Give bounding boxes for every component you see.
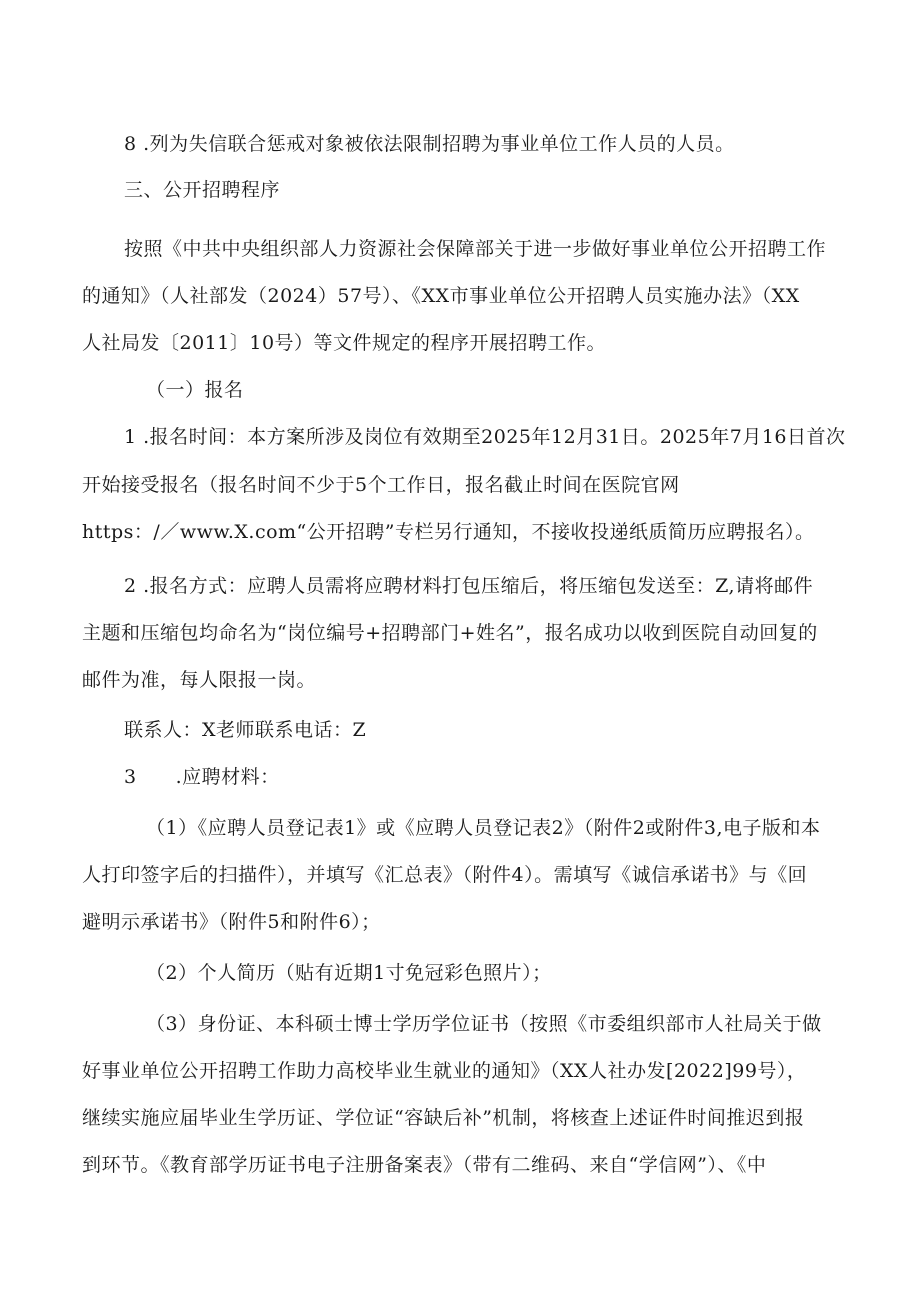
text-line-material-2: （2）个人简历（贴有近期1寸免冠彩色照片）；: [146, 962, 552, 984]
text-line-procedure-2: 的通知》（人社部发（2024）57号）、《XX市事业单位公开招聘人员实施办法》（XX: [82, 285, 800, 307]
text-line-material-1a: （1）《应聘人员登记表1》或《应聘人员登记表2》（附件2或附件3,电子版和本: [146, 817, 821, 839]
text-line-procedure-1: 按照《中共中央组织部人力资源社会保障部关于进一步做好事业单位公开招聘工作: [124, 238, 827, 260]
text-line-reg-method-3: 邮件为准，每人限报一岗。: [82, 669, 317, 691]
text-line-procedure-3: 人社局发〔2011〕10号）等文件规定的程序开展招聘工作。: [82, 332, 607, 354]
text-line-material-3a: （3）身份证、本科硕士博士学历学位证书（按照《市委组织部市人社局关于做: [146, 1013, 822, 1035]
subsection-heading-registration: （一）报名: [146, 379, 244, 401]
text-line-reg-time-1: 1 .报名时间：本方案所涉及岗位有效期至2025年12月31日。2025年7月16日首次: [124, 426, 846, 448]
text-line-material-1b: 人打印签字后的扫描件），并填写《汇总表》（附件4）。需填写《诚信承诺书》与《回: [82, 864, 808, 886]
text-line-material-3d: 到环节。《教育部学历证书电子注册备案表》（带有二维码、来自“学信网”）、《中: [82, 1154, 767, 1176]
text-line-material-3b: 好事业单位公开招聘工作助力高校毕业生就业的通知》（XX人社办发[2022]99号），: [82, 1060, 807, 1082]
text-line-reg-method-2: 主题和压缩包均命名为“岗位编号+招聘部门+姓名”，报名成功以收到医院自动回复的: [82, 622, 818, 644]
text-line-material-3c: 继续实施应届毕业生学历证、学位证“容缺后补”机制，将核查上述证件时间推迟到报: [82, 1107, 805, 1129]
text-line-contact: 联系人：X老师联系电话：Z: [124, 719, 367, 741]
text-line-item8: 8 .列为失信联合惩戒对象被依法限制招聘为事业单位工作人员的人员。: [124, 133, 735, 155]
text-line-reg-time-2: 开始接受报名（报名时间不少于5个工作日，报名截止时间在医院官网: [82, 474, 680, 496]
section-heading-recruitment-procedure: 三、公开招聘程序: [124, 179, 281, 201]
text-line-reg-method-1: 2 .报名方式：应聘人员需将应聘材料打包压缩后，将压缩包发送至：Z,请将邮件: [124, 575, 814, 597]
text-line-material-1c: 避明示承诺书》（附件5和附件6）；: [82, 911, 381, 933]
text-line-reg-time-3: https：/／www.X.com“公开招聘”专栏另行通知，不接收投递纸质简历应聘报名）。: [82, 521, 815, 543]
text-line-materials-heading: 3 .应聘材料：: [124, 766, 280, 788]
